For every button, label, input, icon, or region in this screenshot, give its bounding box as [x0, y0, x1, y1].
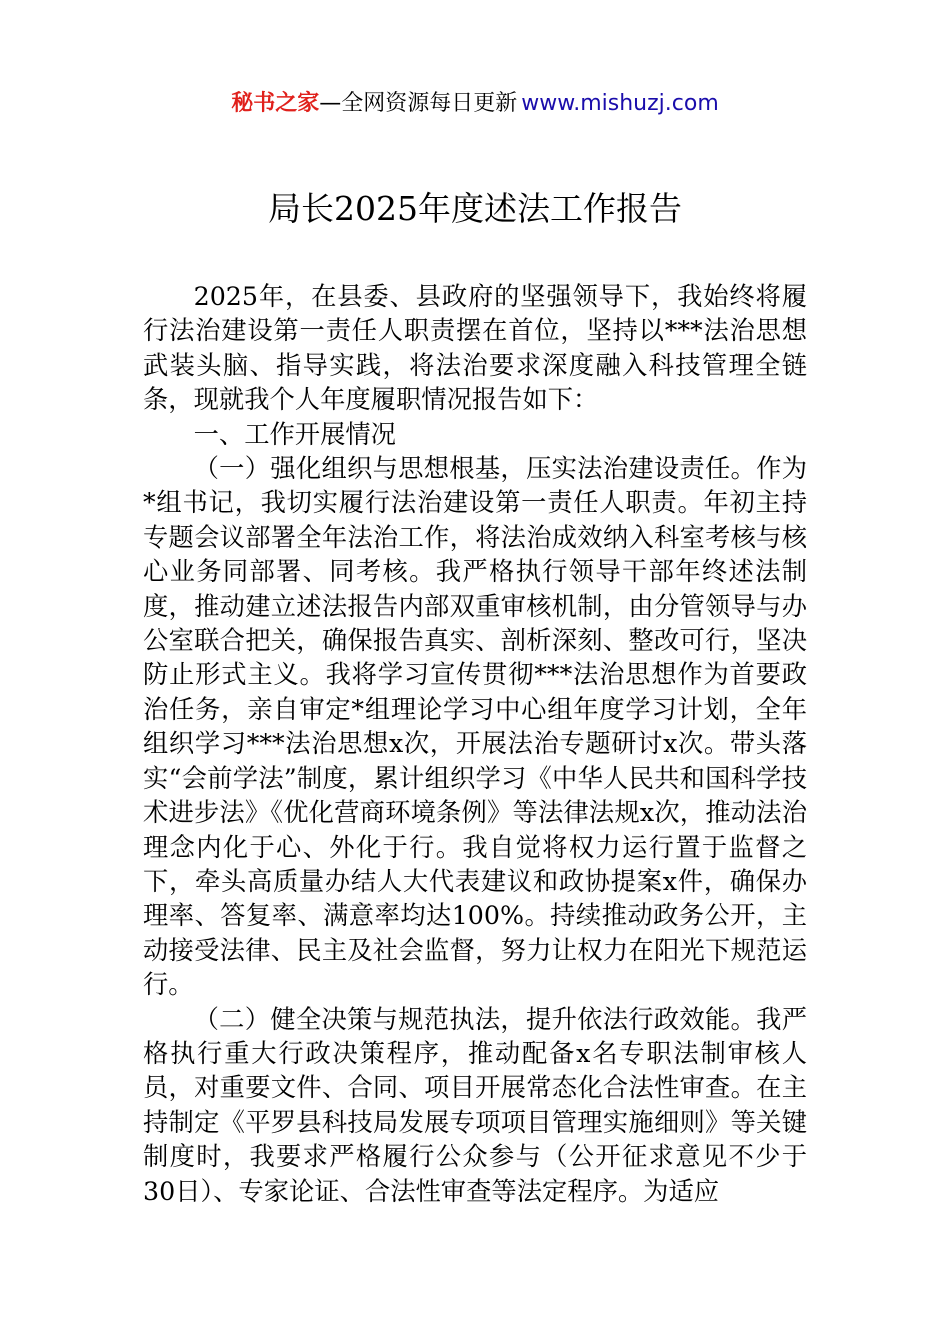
site-url-link[interactable]: www.mishuzj.com — [521, 91, 719, 116]
document-body — [143, 280, 807, 1209]
document-title: 局长2025年度述法工作报告 — [268, 189, 682, 228]
site-tagline: —全网资源每日更新 — [319, 91, 518, 116]
section-heading: 一、工作开展情况 — [193, 419, 396, 449]
paragraph-1: （一）强化组织与思想根基，压实法治建设责任。作为*组书记，我切实履行法治建设第一责任人职责。年初主持专题会议部署全年法治工作，将法治成效纳入科室考核与核心业务同部署、同考核。我严格执行领导干部年终述法制度，推动建立述法报告内部双重审核机制，由分管领导与办公室联合把关，确保报告真实、剖析深刻、整改可行，坚决防止形式主义。我将学习宣传贯彻***法治思想作为首要政治任务，亲自审定*组理论学习中心组年度学习计划，全年组织学习***法治思想x次，开展法治专题研讨x次。带头落实“会前学法”制度，累计组织学习《中华人民共和国科学技术进步法》《优化营商环境条例》等法律法规x次，推动法治理念内化于心、外化于行。我自觉将权力运行置于监督之下，牵头高质量办结人大代表建议和政协提案x件，确保办理率、答复率、满意率均达100%。持续推动政务公开，主动接受法律、民主及社会监督，努力让权力在阳光下规范运行。 — [143, 454, 807, 1000]
site-brand: 秘书之家 — [231, 91, 320, 116]
intro-paragraph: 2025年，在县委、县政府的坚强领导下，我始终将履行法治建设第一责任人职责摆在首位，坚持以***法治思想武装头脑、指导实践，将法治要求深度融入科技管理全链条，现就我个人年度履职情况报告如下： — [143, 282, 807, 415]
paragraph-2: （二）健全决策与规范执法，提升依法行政效能。我严格执行重大行政决策程序，推动配备x名专职法制审核人员，对重要文件、合同、项目开展常态化合法性审查。在主持制定《平罗县科技局发展专项项目管理实施细则》等关键制度时，我要求严格履行公众参与（公开征求意见不少于30日）、专家论证、合法性审查等法定程序。为适应 — [143, 1004, 807, 1206]
site-header — [0, 88, 950, 120]
